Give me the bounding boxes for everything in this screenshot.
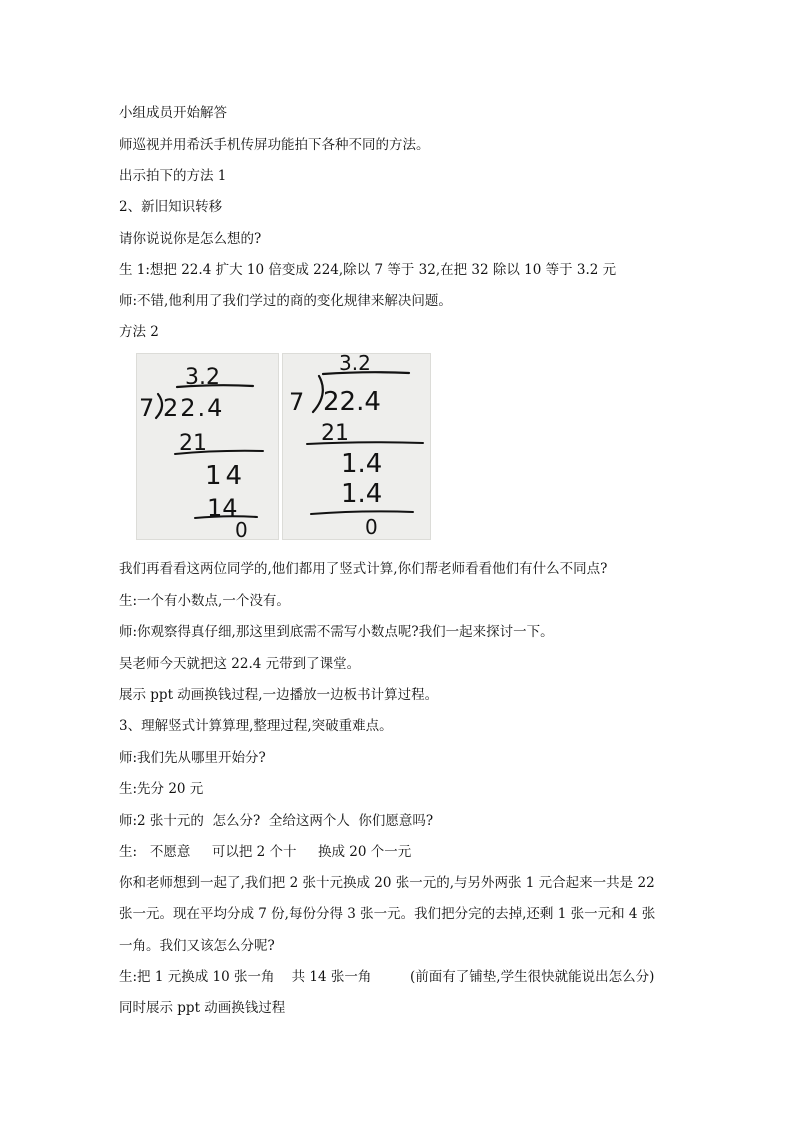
step1-text: 21 — [321, 421, 349, 446]
text-line: 生: 不愿意 可以把 2 个十 换成 20 个一元 — [119, 844, 412, 860]
remainder-text: 0 — [365, 515, 378, 539]
text-line: 你和老师想到一起了,我们把 2 张十元换成 20 张一元的,与另外两张 1 元合起来一共是 22 — [119, 875, 655, 891]
text-line: 方法 2 — [119, 324, 159, 340]
step3-text: 14 — [207, 494, 238, 522]
text-line: 一角。我们又该怎么分呢? — [119, 938, 275, 954]
step2-text: 1.4 — [341, 449, 383, 479]
text-line: 同时展示 ppt 动画换钱过程 — [119, 1000, 286, 1016]
student-work-photo-1 — [136, 353, 279, 540]
text-line: 张一元。现在平均分成 7 份,每份分得 3 张一元。我们把分完的去掉,还剩 1 张一元和 4 张 — [119, 906, 656, 922]
text-line: 师:不错,他利用了我们学过的商的变化规律来解决问题。 — [119, 293, 452, 309]
subtraction-line — [307, 442, 423, 444]
section-heading: 3、理解竖式计算算理,整理过程,突破重难点。 — [119, 718, 393, 734]
text-line: 出示拍下的方法 1 — [119, 168, 227, 184]
text-line: 师:2 张十元的 怎么分? 全给这两个人 你们愿意吗? — [119, 813, 434, 829]
text-line: 展示 ppt 动画换钱过程,一边播放一边板书计算过程。 — [119, 687, 439, 703]
text-line: 生 1:想把 22.4 扩大 10 倍变成 224,除以 7 等于 32,在把 32 除以 10 等于 3.2 元 — [119, 262, 617, 278]
handwritten-division-2 — [283, 354, 431, 540]
text-line: 生:把 1 元换成 10 张一角 共 14 张一角 (前面有了铺垫,学生很快就能说出怎么分) — [119, 969, 655, 985]
division-bracket — [313, 376, 323, 412]
text-line: 师巡视并用希沃手机传屏功能拍下各种不同的方法。 — [119, 137, 430, 153]
step2-text: 14 — [205, 461, 247, 491]
handwritten-division-1 — [137, 354, 279, 540]
student-work-photos — [136, 353, 431, 540]
quotient-text: 3.2 — [339, 354, 371, 375]
text-line: 生:一个有小数点,一个没有。 — [119, 593, 290, 609]
text-line: 小组成员开始解答 — [119, 105, 227, 121]
text-line: 请你说说你是怎么想的? — [119, 231, 262, 247]
student-work-photo-2 — [282, 353, 431, 540]
divisor-text: 7 — [139, 394, 155, 422]
text-line: 我们再看看这两位同学的,他们都用了竖式计算,你们帮老师看看他们有什么不同点? — [119, 561, 608, 577]
dividend-text: 22.4 — [323, 387, 381, 417]
step1-text: 21 — [179, 431, 207, 456]
remainder-text: 0 — [235, 518, 248, 540]
text-line: 生:先分 20 元 — [119, 781, 204, 797]
step3-text: 1.4 — [341, 479, 383, 509]
quotient-text: 3.2 — [185, 365, 220, 390]
subtraction-line — [311, 511, 413, 514]
text-line: 师:你观察得真仔细,那这里到底需不需写小数点呢?我们一起来探讨一下。 — [119, 624, 554, 640]
division-bracket — [156, 394, 162, 418]
divisor-text: 7 — [289, 388, 305, 416]
dividend-text: 22.4 — [163, 394, 225, 422]
text-line: 吴老师今天就把这 22.4 元带到了课堂。 — [119, 656, 361, 672]
section-heading: 2、新旧知识转移 — [119, 199, 223, 215]
text-line: 师:我们先从哪里开始分? — [119, 750, 266, 766]
